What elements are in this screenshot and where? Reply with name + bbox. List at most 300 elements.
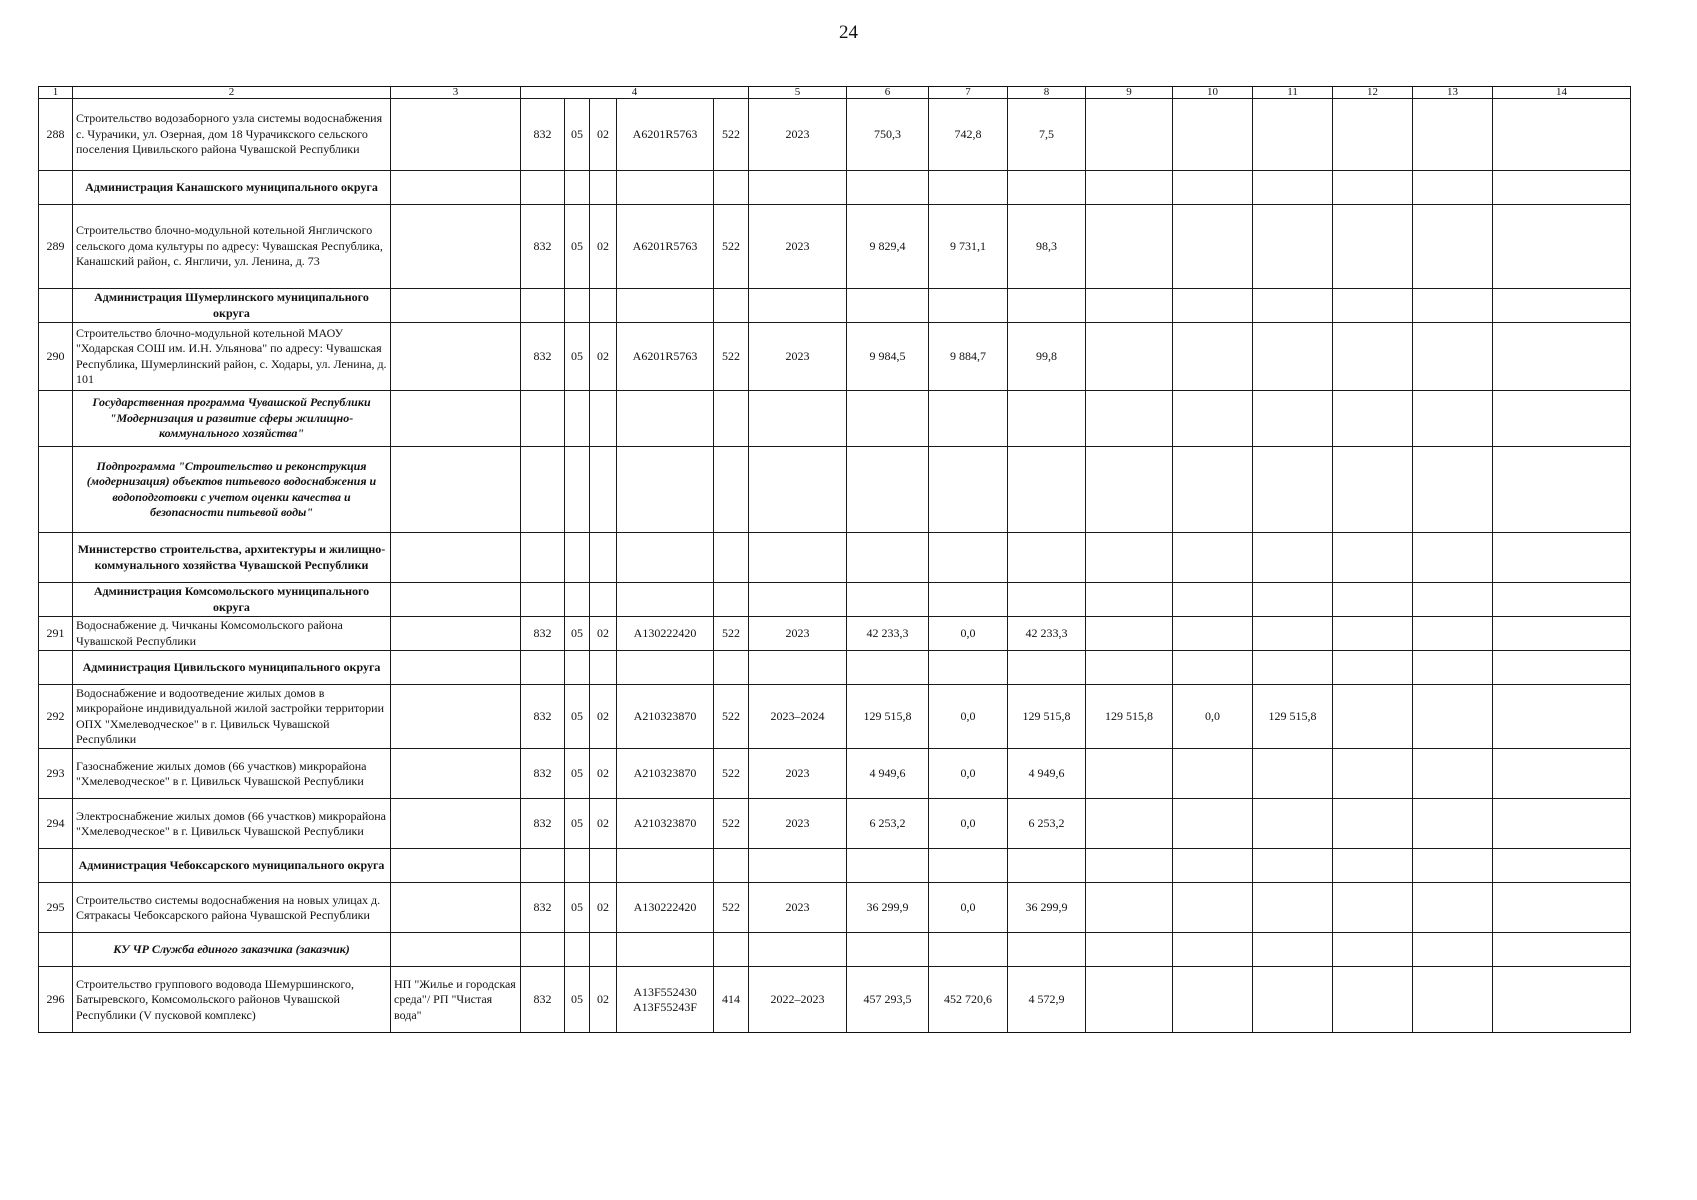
- code-pr: 02: [590, 205, 617, 289]
- amount-c14: [1493, 323, 1631, 391]
- code-pr: 02: [590, 749, 617, 799]
- amount-c11: 129 515,8: [1253, 685, 1333, 749]
- csr-value: А6201R5763: [632, 126, 698, 141]
- table-row: [39, 883, 1631, 933]
- empty-cell: [929, 171, 1008, 205]
- empty-cell: [1253, 447, 1333, 533]
- section-header-row: [39, 583, 1631, 617]
- empty-cell: [1333, 171, 1413, 205]
- empty-cell: [521, 289, 565, 323]
- column-number: 6: [847, 87, 929, 99]
- empty-cell: [929, 533, 1008, 583]
- empty-cell: [749, 583, 847, 617]
- code-gr: 832: [521, 617, 565, 651]
- empty-cell: [847, 933, 929, 967]
- table-row: [39, 749, 1631, 799]
- empty-cell: [1253, 289, 1333, 323]
- empty-cell: [590, 447, 617, 533]
- column-number: 3: [391, 87, 521, 99]
- section-header-row: [39, 651, 1631, 685]
- empty-cell: [617, 289, 714, 323]
- amount-c12: [1333, 883, 1413, 933]
- empty-cell: [847, 651, 929, 685]
- code-csr: [617, 685, 714, 749]
- empty-cell: [590, 651, 617, 685]
- amount-c11: [1253, 883, 1333, 933]
- empty-cell: [1086, 289, 1173, 323]
- row-number: 290: [39, 323, 73, 391]
- empty-cell: [1253, 391, 1333, 447]
- amount-c6: 4 949,6: [847, 749, 929, 799]
- column-number: 12: [1333, 87, 1413, 99]
- empty-cell: [617, 391, 714, 447]
- amount-c13: [1413, 617, 1493, 651]
- empty-cell: [749, 933, 847, 967]
- code-vr: 414: [714, 967, 749, 1033]
- amount-c8: 4 949,6: [1008, 749, 1086, 799]
- object-name: Строительство системы водоснабжения на новых улицах д. Сятракасы Чебоксарского района Чувашской Республики: [73, 883, 391, 933]
- column-number: 9: [1086, 87, 1173, 99]
- empty-cell: [1493, 533, 1631, 583]
- amount-c13: [1413, 685, 1493, 749]
- period: 2023: [749, 205, 847, 289]
- empty-cell: [617, 533, 714, 583]
- amount-c6: 36 299,9: [847, 883, 929, 933]
- code-csr: [617, 967, 714, 1033]
- amount-c12: [1333, 685, 1413, 749]
- amount-c9: [1086, 205, 1173, 289]
- program-name: [391, 205, 521, 289]
- empty-cell: [714, 849, 749, 883]
- empty-cell: [565, 849, 590, 883]
- column-number: 10: [1173, 87, 1253, 99]
- code-csr: [617, 617, 714, 651]
- empty-cell: [1413, 391, 1493, 447]
- amount-c7: 9 731,1: [929, 205, 1008, 289]
- program-name: [391, 799, 521, 849]
- empty-cell: [1413, 583, 1493, 617]
- empty-cell: [521, 849, 565, 883]
- section-header-row: [39, 447, 1631, 533]
- table-row: [39, 323, 1631, 391]
- csr-value: А210323870: [633, 709, 697, 724]
- amount-c9: [1086, 323, 1173, 391]
- column-number: 11: [1253, 87, 1333, 99]
- amount-c9: [1086, 749, 1173, 799]
- csr-value: А210323870: [633, 816, 697, 831]
- amount-c7: 9 884,7: [929, 323, 1008, 391]
- amount-c7: 0,0: [929, 749, 1008, 799]
- amount-c14: [1493, 617, 1631, 651]
- empty-cell: [1008, 289, 1086, 323]
- row-number: [39, 447, 73, 533]
- section-header-row: [39, 391, 1631, 447]
- column-number: 7: [929, 87, 1008, 99]
- empty-cell: [590, 171, 617, 205]
- empty-cell: [590, 933, 617, 967]
- empty-cell: [1086, 533, 1173, 583]
- period: 2022–2023: [749, 967, 847, 1033]
- empty-cell: [1008, 849, 1086, 883]
- code-rz: 05: [565, 749, 590, 799]
- section-title: Администрация Канашского муниципального округа: [73, 171, 391, 205]
- empty-cell: [391, 849, 521, 883]
- column-number: 13: [1413, 87, 1493, 99]
- row-number: 294: [39, 799, 73, 849]
- empty-cell: [1333, 933, 1413, 967]
- column-number: 1: [39, 87, 73, 99]
- section-title: КУ ЧР Служба единого заказчика (заказчик): [73, 933, 391, 967]
- empty-cell: [1253, 849, 1333, 883]
- column-number: 14: [1493, 87, 1631, 99]
- amount-c9: [1086, 99, 1173, 171]
- section-title: Подпрограмма "Строительство и реконструкция (модернизация) объектов питьевого водоснабжения и водоподготовки с учетом оценки качества и безопасности питьевой воды": [73, 447, 391, 533]
- empty-cell: [929, 289, 1008, 323]
- amount-c13: [1413, 323, 1493, 391]
- empty-cell: [847, 289, 929, 323]
- amount-c10: [1173, 883, 1253, 933]
- amount-c6: 9 829,4: [847, 205, 929, 289]
- empty-cell: [847, 533, 929, 583]
- empty-cell: [1173, 447, 1253, 533]
- code-gr: 832: [521, 749, 565, 799]
- row-number: [39, 583, 73, 617]
- empty-cell: [1413, 289, 1493, 323]
- empty-cell: [714, 289, 749, 323]
- object-name: Водоснабжение и водоотведение жилых домов в микрорайоне индивидуальной жилой застройки территории ОПХ "Хмелеводческое" в г. Цивильск Чувашской Республики: [73, 685, 391, 749]
- empty-cell: [749, 447, 847, 533]
- column-number: 2: [73, 87, 391, 99]
- empty-cell: [1086, 447, 1173, 533]
- csr-value-2: А13F55243F: [632, 999, 697, 1014]
- empty-cell: [1333, 447, 1413, 533]
- empty-cell: [565, 289, 590, 323]
- section-title: Министерство строительства, архитектуры и жилищно-коммунального хозяйства Чувашской Республики: [73, 533, 391, 583]
- row-number: 293: [39, 749, 73, 799]
- amount-c10: [1173, 99, 1253, 171]
- period: 2023: [749, 617, 847, 651]
- empty-cell: [1493, 447, 1631, 533]
- empty-cell: [847, 171, 929, 205]
- empty-cell: [1333, 849, 1413, 883]
- period: 2023: [749, 883, 847, 933]
- empty-cell: [714, 533, 749, 583]
- empty-cell: [1086, 849, 1173, 883]
- amount-c6: 42 233,3: [847, 617, 929, 651]
- code-csr: [617, 205, 714, 289]
- empty-cell: [521, 447, 565, 533]
- code-csr: [617, 99, 714, 171]
- code-csr: [617, 749, 714, 799]
- empty-cell: [391, 447, 521, 533]
- amount-c6: 129 515,8: [847, 685, 929, 749]
- empty-cell: [1173, 391, 1253, 447]
- amount-c11: [1253, 749, 1333, 799]
- empty-cell: [847, 583, 929, 617]
- amount-c14: [1493, 967, 1631, 1033]
- empty-cell: [1086, 171, 1173, 205]
- column-number: 4: [521, 87, 749, 99]
- table-row: [39, 799, 1631, 849]
- row-number: 288: [39, 99, 73, 171]
- amount-c11: [1253, 205, 1333, 289]
- amount-c14: [1493, 685, 1631, 749]
- table-row: [39, 99, 1631, 171]
- column-number: 5: [749, 87, 847, 99]
- empty-cell: [1173, 583, 1253, 617]
- code-vr: 522: [714, 323, 749, 391]
- amount-c8: 98,3: [1008, 205, 1086, 289]
- amount-c11: [1253, 323, 1333, 391]
- empty-cell: [1086, 391, 1173, 447]
- object-name: Газоснабжение жилых домов (66 участков) микрорайона "Хмелеводческое" в г. Цивильск Чувашской Республики: [73, 749, 391, 799]
- code-pr: 02: [590, 323, 617, 391]
- empty-cell: [1333, 533, 1413, 583]
- section-title: Администрация Чебоксарского муниципального округа: [73, 849, 391, 883]
- period: 2023: [749, 799, 847, 849]
- amount-c8: 42 233,3: [1008, 617, 1086, 651]
- page-number: 24: [839, 22, 858, 43]
- empty-cell: [929, 933, 1008, 967]
- empty-cell: [1493, 391, 1631, 447]
- empty-cell: [391, 933, 521, 967]
- empty-cell: [565, 583, 590, 617]
- code-gr: 832: [521, 685, 565, 749]
- amount-c10: [1173, 617, 1253, 651]
- amount-c13: [1413, 883, 1493, 933]
- table-row: [39, 205, 1631, 289]
- code-vr: 522: [714, 799, 749, 849]
- empty-cell: [1413, 533, 1493, 583]
- amount-c9: 129 515,8: [1086, 685, 1173, 749]
- program-name: [391, 323, 521, 391]
- amount-c11: [1253, 799, 1333, 849]
- amount-c12: [1333, 967, 1413, 1033]
- code-csr: [617, 883, 714, 933]
- empty-cell: [1008, 933, 1086, 967]
- empty-cell: [749, 289, 847, 323]
- empty-cell: [1253, 933, 1333, 967]
- object-name: Строительство блочно-модульной котельной МАОУ "Ходарская СОШ им. И.Н. Ульянова" по адресу: Чувашская Республика, Шумерлинский район, с. Ходары, ул. Ленина, д. 101: [73, 323, 391, 391]
- object-name: Водоснабжение д. Чичканы Комсомольского района Чувашской Республики: [73, 617, 391, 651]
- empty-cell: [391, 289, 521, 323]
- empty-cell: [1253, 533, 1333, 583]
- code-vr: 522: [714, 99, 749, 171]
- code-pr: 02: [590, 685, 617, 749]
- code-gr: 832: [521, 99, 565, 171]
- amount-c10: 0,0: [1173, 685, 1253, 749]
- code-gr: 832: [521, 799, 565, 849]
- column-number-row: [39, 87, 1631, 99]
- amount-c12: [1333, 205, 1413, 289]
- row-number: [39, 171, 73, 205]
- code-rz: 05: [565, 685, 590, 749]
- code-vr: 522: [714, 883, 749, 933]
- code-pr: 02: [590, 99, 617, 171]
- section-header-row: [39, 533, 1631, 583]
- budget-table: [38, 86, 1631, 1033]
- empty-cell: [714, 447, 749, 533]
- amount-c9: [1086, 883, 1173, 933]
- empty-cell: [565, 933, 590, 967]
- empty-cell: [1173, 849, 1253, 883]
- code-gr: 832: [521, 205, 565, 289]
- empty-cell: [1253, 651, 1333, 685]
- section-header-row: [39, 849, 1631, 883]
- empty-cell: [565, 391, 590, 447]
- amount-c13: [1413, 967, 1493, 1033]
- amount-c7: 742,8: [929, 99, 1008, 171]
- empty-cell: [1008, 391, 1086, 447]
- object-name: Строительство группового водовода Шемуршинского, Батыревского, Комсомольского районов Чувашской Республики (V пусковой комплекс): [73, 967, 391, 1033]
- amount-c8: 129 515,8: [1008, 685, 1086, 749]
- empty-cell: [590, 583, 617, 617]
- table-row: [39, 967, 1631, 1033]
- csr-value: А13F552430: [633, 984, 697, 999]
- empty-cell: [521, 391, 565, 447]
- empty-cell: [1413, 651, 1493, 685]
- code-gr: 832: [521, 323, 565, 391]
- amount-c8: 99,8: [1008, 323, 1086, 391]
- program-name: [391, 749, 521, 799]
- row-number: 289: [39, 205, 73, 289]
- code-vr: 522: [714, 205, 749, 289]
- empty-cell: [590, 391, 617, 447]
- empty-cell: [929, 849, 1008, 883]
- section-header-row: [39, 171, 1631, 205]
- empty-cell: [1008, 651, 1086, 685]
- amount-c7: 0,0: [929, 799, 1008, 849]
- code-pr: 02: [590, 883, 617, 933]
- empty-cell: [847, 849, 929, 883]
- code-gr: 832: [521, 967, 565, 1033]
- empty-cell: [1493, 583, 1631, 617]
- section-header-row: [39, 933, 1631, 967]
- empty-cell: [617, 447, 714, 533]
- empty-cell: [1086, 933, 1173, 967]
- amount-c7: 0,0: [929, 883, 1008, 933]
- empty-cell: [749, 533, 847, 583]
- amount-c10: [1173, 205, 1253, 289]
- period: 2023: [749, 749, 847, 799]
- empty-cell: [590, 849, 617, 883]
- amount-c6: 457 293,5: [847, 967, 929, 1033]
- empty-cell: [1413, 933, 1493, 967]
- amount-c14: [1493, 749, 1631, 799]
- amount-c7: 0,0: [929, 685, 1008, 749]
- empty-cell: [929, 447, 1008, 533]
- amount-c13: [1413, 799, 1493, 849]
- empty-cell: [749, 651, 847, 685]
- empty-cell: [565, 533, 590, 583]
- amount-c12: [1333, 323, 1413, 391]
- table-row: [39, 617, 1631, 651]
- amount-c8: 7,5: [1008, 99, 1086, 171]
- empty-cell: [590, 289, 617, 323]
- code-rz: 05: [565, 967, 590, 1033]
- row-number: [39, 289, 73, 323]
- row-number: 292: [39, 685, 73, 749]
- empty-cell: [1493, 651, 1631, 685]
- empty-cell: [1086, 651, 1173, 685]
- empty-cell: [1008, 171, 1086, 205]
- amount-c11: [1253, 617, 1333, 651]
- amount-c7: 0,0: [929, 617, 1008, 651]
- row-number: 295: [39, 883, 73, 933]
- empty-cell: [1173, 933, 1253, 967]
- empty-cell: [714, 651, 749, 685]
- program-name: [391, 99, 521, 171]
- amount-c14: [1493, 205, 1631, 289]
- empty-cell: [1253, 171, 1333, 205]
- program-name: [391, 883, 521, 933]
- empty-cell: [1333, 289, 1413, 323]
- empty-cell: [1493, 933, 1631, 967]
- section-title: Государственная программа Чувашской Республики "Модернизация и развитие сферы жилищно-коммунального хозяйства": [73, 391, 391, 447]
- code-vr: 522: [714, 617, 749, 651]
- amount-c14: [1493, 799, 1631, 849]
- amount-c8: 6 253,2: [1008, 799, 1086, 849]
- object-name: Строительство водозаборного узла системы водоснабжения с. Чурачики, ул. Озерная, дом 18 Чурачикского сельского поселения Цивильского района Чувашской Республики: [73, 99, 391, 171]
- csr-value: А6201R5763: [632, 238, 698, 253]
- empty-cell: [391, 583, 521, 617]
- empty-cell: [1253, 583, 1333, 617]
- empty-cell: [929, 583, 1008, 617]
- empty-cell: [1086, 583, 1173, 617]
- amount-c8: 4 572,9: [1008, 967, 1086, 1033]
- empty-cell: [714, 391, 749, 447]
- empty-cell: [1493, 849, 1631, 883]
- table-row: [39, 685, 1631, 749]
- code-pr: 02: [590, 967, 617, 1033]
- row-number: [39, 391, 73, 447]
- amount-c8: 36 299,9: [1008, 883, 1086, 933]
- row-number: 291: [39, 617, 73, 651]
- empty-cell: [714, 933, 749, 967]
- code-rz: 05: [565, 617, 590, 651]
- row-number: [39, 933, 73, 967]
- empty-cell: [714, 171, 749, 205]
- empty-cell: [617, 933, 714, 967]
- amount-c13: [1413, 749, 1493, 799]
- row-number: [39, 651, 73, 685]
- row-number: [39, 533, 73, 583]
- empty-cell: [617, 849, 714, 883]
- csr-value: А6201R5763: [632, 348, 698, 363]
- empty-cell: [521, 651, 565, 685]
- amount-c9: [1086, 799, 1173, 849]
- empty-cell: [1008, 533, 1086, 583]
- period: 2023: [749, 323, 847, 391]
- empty-cell: [847, 391, 929, 447]
- amount-c14: [1493, 99, 1631, 171]
- code-rz: 05: [565, 323, 590, 391]
- code-pr: 02: [590, 617, 617, 651]
- code-rz: 05: [565, 883, 590, 933]
- empty-cell: [1333, 583, 1413, 617]
- amount-c9: [1086, 967, 1173, 1033]
- section-title: Администрация Комсомольского муниципального округа: [73, 583, 391, 617]
- period: 2023–2024: [749, 685, 847, 749]
- empty-cell: [1173, 651, 1253, 685]
- object-name: Строительство блочно-модульной котельной Янгличского сельского дома культуры по адресу: Чувашская Республика, Канашский район, с. Янгличи, ул. Ленина, д. 73: [73, 205, 391, 289]
- amount-c10: [1173, 323, 1253, 391]
- amount-c6: 6 253,2: [847, 799, 929, 849]
- empty-cell: [565, 171, 590, 205]
- section-title: Администрация Шумерлинского муниципального округа: [73, 289, 391, 323]
- amount-c11: [1253, 99, 1333, 171]
- amount-c12: [1333, 99, 1413, 171]
